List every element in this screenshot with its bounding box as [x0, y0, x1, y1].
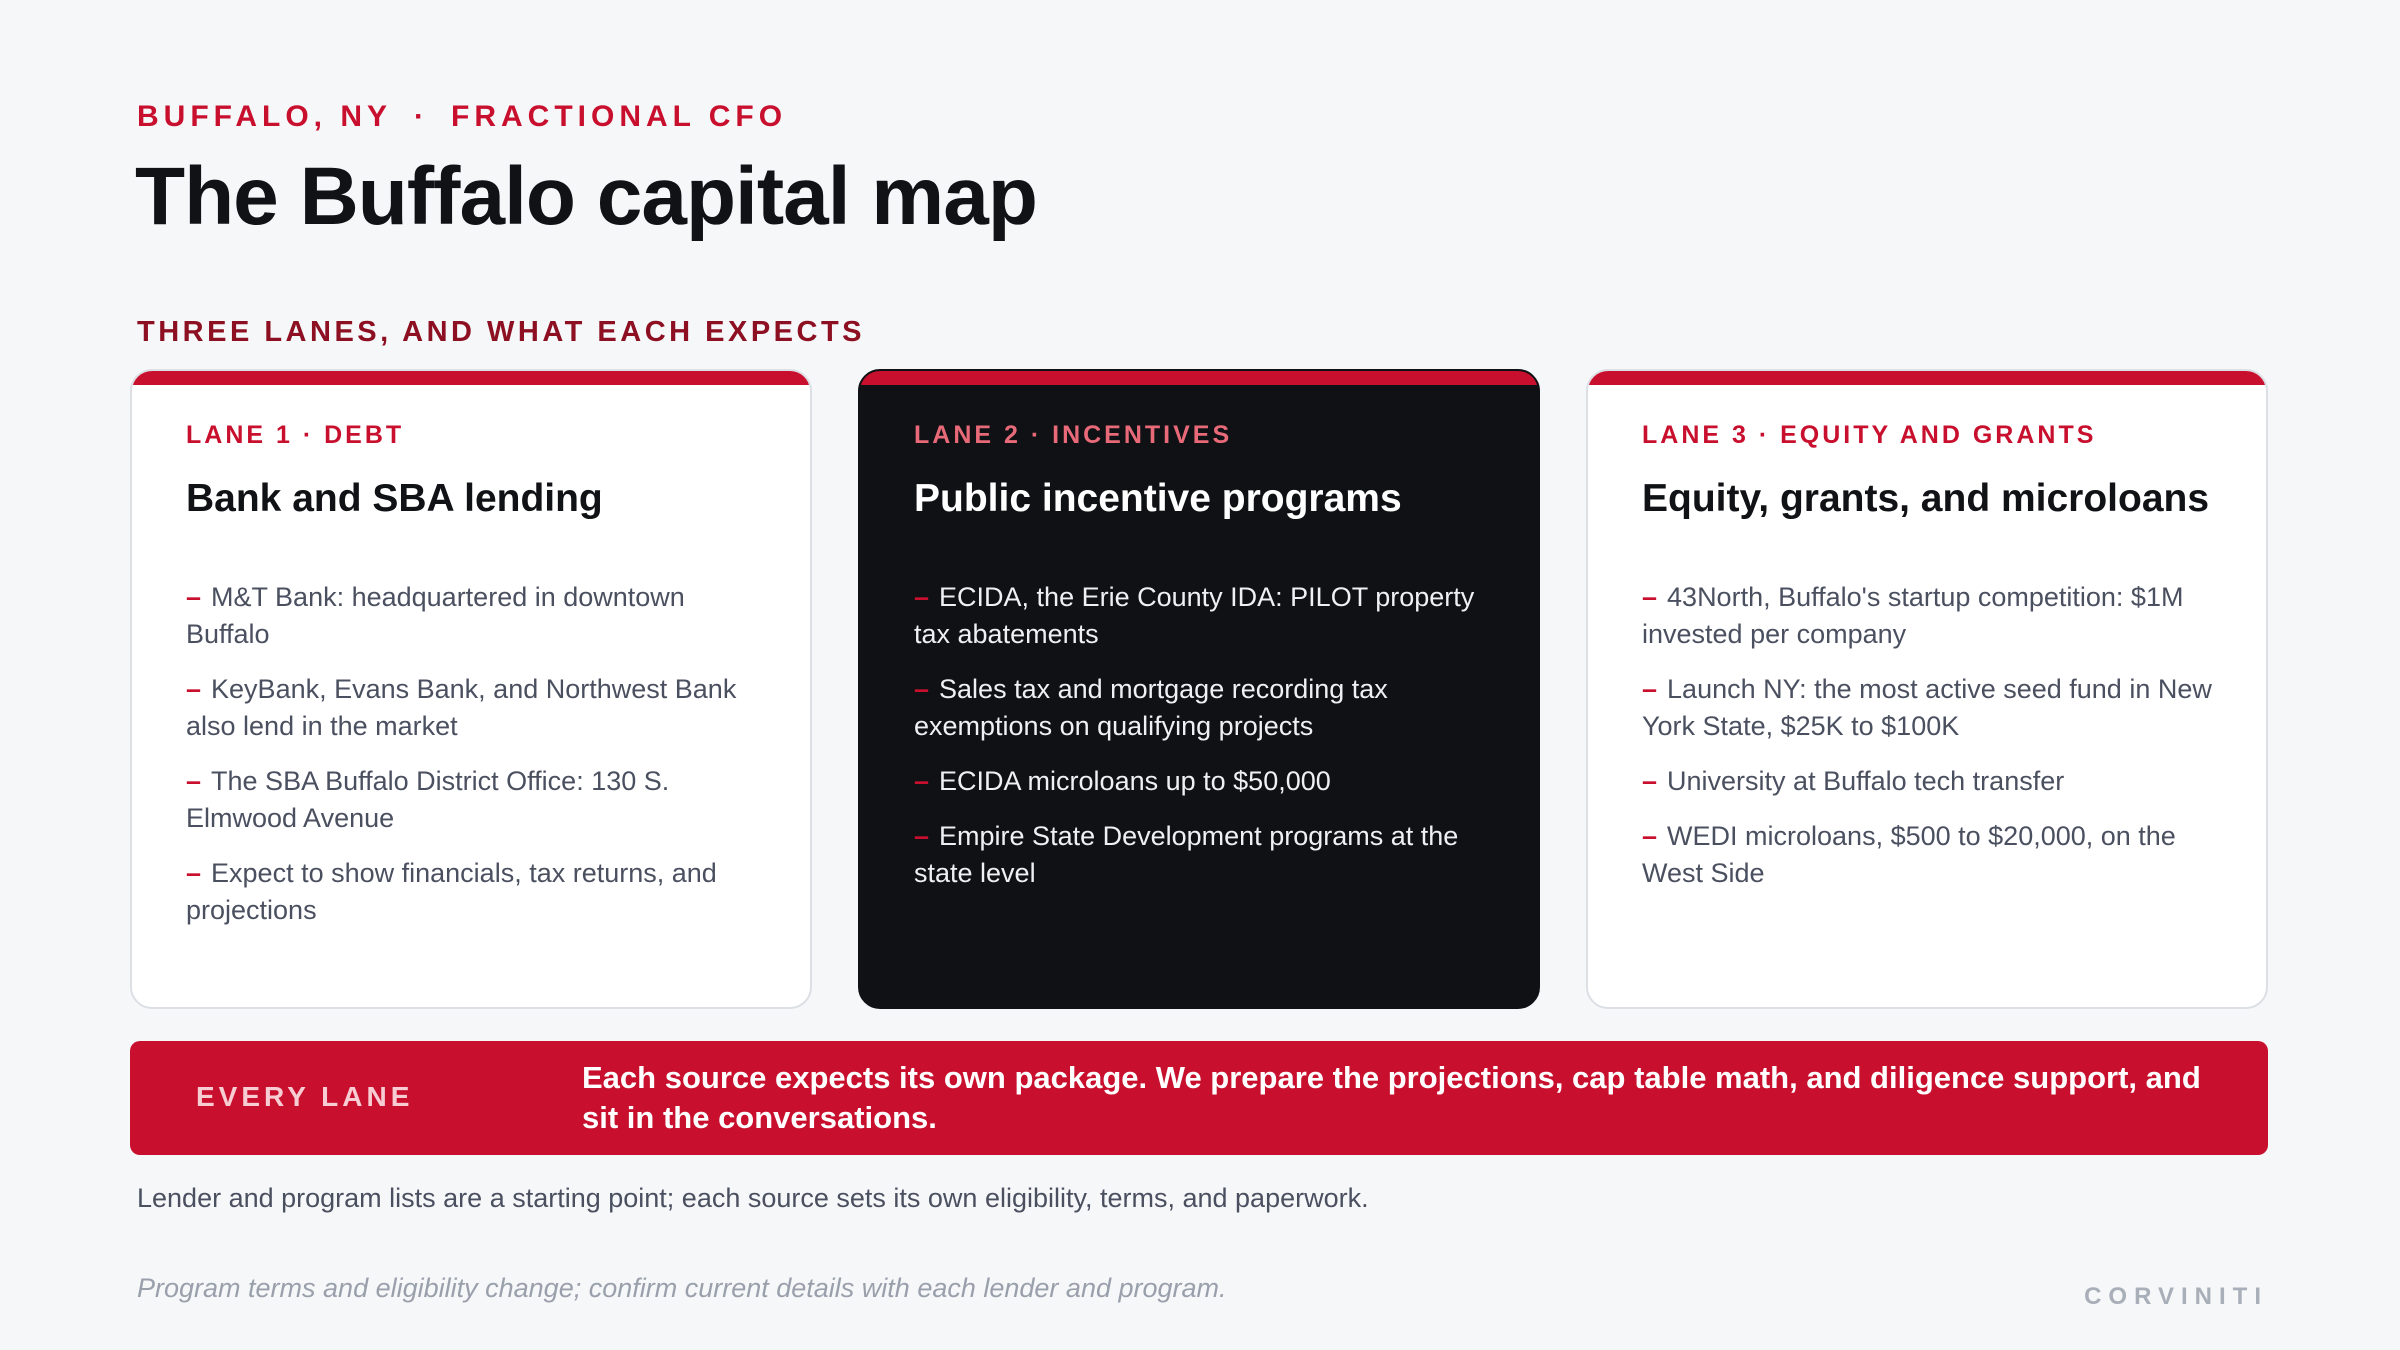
lane-list	[186, 579, 766, 947]
eyebrow-service: FRACTIONAL CFO	[451, 100, 788, 133]
banner-text: Each source expects its own package. We prepare the projections, cap table math, and diligence support, and sit in the conversations.	[582, 1060, 2201, 1135]
dash-icon: –	[1642, 582, 1658, 612]
lane-list	[1642, 579, 2222, 910]
brand-wordmark: CORVINITI	[2084, 1283, 2268, 1310]
banner-label: EVERY LANE	[196, 1081, 414, 1112]
dash-icon: –	[186, 766, 202, 796]
list-item: – M&T Bank: headquartered in downtown Buffalo	[186, 582, 685, 649]
lane-list	[914, 579, 1494, 910]
list-item: – WEDI microloans, $500 to $20,000, on the West Side	[1642, 821, 2176, 888]
list-item: – Expect to show financials, tax returns, and projections	[186, 858, 717, 925]
disclaimer: Program terms and eligibility change; confirm current details with each lender and program.	[137, 1273, 1227, 1303]
list-item: – University at Buffalo tech transfer	[1642, 766, 2065, 796]
card-accent-bar	[132, 371, 810, 385]
eyebrow-location: BUFFALO, NY	[137, 100, 392, 133]
card-accent-bar	[1588, 371, 2266, 385]
card-title: Public incentive programs	[914, 477, 1402, 520]
card-title: Equity, grants, and microloans	[1642, 477, 2210, 520]
lane-label: LANE 1 · DEBT	[186, 421, 405, 449]
page-title: The Buffalo capital map	[135, 151, 1037, 242]
lane-card-equity	[1586, 369, 2268, 1009]
list-item: – ECIDA, the Erie County IDA: PILOT property tax abatements	[914, 582, 1475, 649]
eyebrow	[137, 100, 787, 134]
dash-icon: –	[914, 674, 930, 704]
footnote: Lender and program lists are a starting point; each source sets its own eligibility, terms, and paperwork.	[137, 1183, 1369, 1213]
lane-label: LANE 2 · INCENTIVES	[914, 421, 1233, 449]
card-title: Bank and SBA lending	[186, 477, 603, 520]
lane-card-incentives	[858, 369, 1540, 1009]
dash-icon: –	[1642, 674, 1658, 704]
dash-icon: –	[914, 582, 930, 612]
section-label: THREE LANES, AND WHAT EACH EXPECTS	[137, 316, 866, 348]
lane-label: LANE 3 · EQUITY AND GRANTS	[1642, 421, 2097, 449]
list-item: – The SBA Buffalo District Office: 130 S. Elmwood Avenue	[186, 766, 670, 833]
dash-icon: –	[1642, 766, 1658, 796]
dash-icon: –	[186, 674, 202, 704]
list-item: – 43North, Buffalo's startup competition: $1M invested per company	[1642, 582, 2184, 649]
dash-icon: –	[914, 821, 930, 851]
dash-icon: –	[186, 858, 202, 888]
every-lane-banner	[130, 1041, 2268, 1155]
list-item: – KeyBank, Evans Bank, and Northwest Bank also lend in the market	[186, 674, 737, 741]
lane-card-debt	[130, 369, 812, 1009]
dash-icon: –	[186, 582, 202, 612]
eyebrow-separator: ·	[414, 100, 429, 133]
dash-icon: –	[914, 766, 930, 796]
card-accent-bar	[860, 371, 1538, 385]
list-item: – Empire State Development programs at the state level	[914, 821, 1459, 888]
dash-icon: –	[1642, 821, 1658, 851]
list-item: – Launch NY: the most active seed fund in New York State, $25K to $100K	[1642, 674, 2212, 741]
list-item: – Sales tax and mortgage recording tax exemptions on qualifying projects	[914, 674, 1388, 741]
list-item: – ECIDA microloans up to $50,000	[914, 766, 1331, 796]
